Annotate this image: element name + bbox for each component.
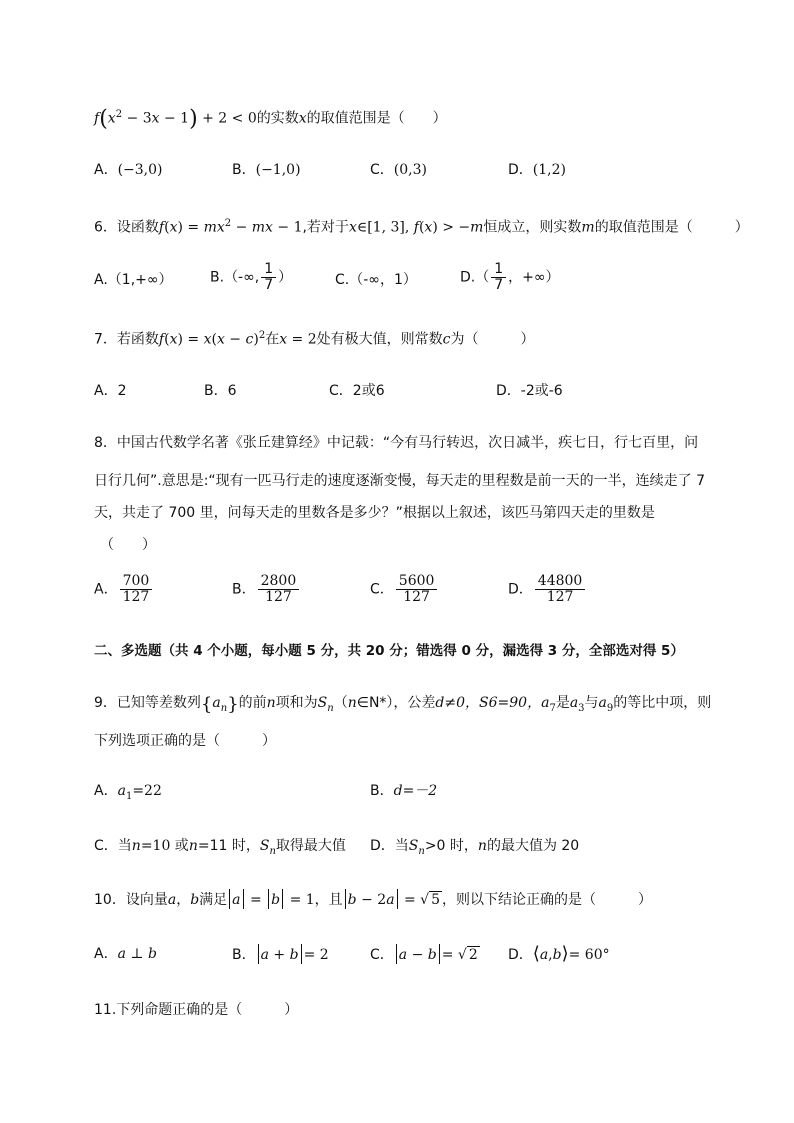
- q9-option-c: C．当n=10 或n=11 时，$S_n$取得最大值: [94, 838, 346, 857]
- q9-option-b: B．d=－2: [370, 783, 438, 799]
- q11-stem: 11.下列命题正确的是（ ）: [94, 1002, 299, 1018]
- q9-stem: 9．已知等差数列$\{a_n\}$的前n项和为$S_n(n\in N*)$，公差d≠0，S6=90，$a_7$是$a_3$与$a_9$的等比中项，则: [94, 694, 712, 715]
- q6-option-d: D.（ $\frac{1}{7}$ ，+∞）: [460, 261, 560, 293]
- q5-option-a: A．(−3,0): [94, 162, 163, 178]
- q8-line-4: （ ）: [100, 537, 156, 553]
- q10-option-a: A．a ⊥ b: [94, 946, 157, 962]
- q9-option-a: A．$a_1=22$: [94, 783, 162, 802]
- q6-option-a: A.（1,+∞）: [94, 272, 173, 288]
- q9-option-d: D．当$S_n>0$ 时，n的最大值为 20: [370, 838, 580, 857]
- q5-option-c: C．(0,3): [370, 162, 427, 178]
- q8-option-c: C． $\frac{5600}{127}$: [370, 574, 439, 605]
- q6-stem: 6．设函数$f(x) = mx^2$ − mx − 1,若对于x∈[1, 3], f(x) > −m恒成立，则实数m的取值范围是（ ）: [94, 218, 749, 236]
- q8-option-a: A． $\frac{700}{127}$: [94, 574, 154, 605]
- q7-option-c: C．2或6: [329, 383, 385, 399]
- q7-option-d: D．-2或-6: [496, 383, 563, 399]
- q8-option-b: B． $\frac{2800}{127}$: [232, 574, 301, 605]
- q5-stem: $f(x^2 - 3x - 1) + 2 < 0$的实数x的取值范围是（ ）: [94, 106, 447, 132]
- q5-option-b: B．(−1,0): [232, 162, 301, 178]
- q7-stem: 7．若函数$f(x) = x(x - c)^2$在x = 2处有极大值，则常数c为（ ）: [94, 330, 535, 348]
- q6-option-c: C.（-∞，1）: [335, 272, 417, 288]
- q6-option-b: B.（-∞, $\frac{1}{7}$ ）: [210, 261, 293, 293]
- q8-line-1: 8．中国古代数学名著《张丘建算经》中记载：“今有马行转迟，次日减半，疾七日，行七百里，问: [94, 435, 699, 451]
- q5-option-d: D．(1,2): [508, 162, 566, 178]
- q10-stem: 10．设向量a，b满足 a = b = 1，且 b − 2a = √ 5 ，则以下结论正确的是（ ）: [94, 889, 652, 910]
- q10-option-d: D．⟨a,b⟩= 60°: [508, 943, 610, 964]
- q9-line-2: 下列选项正确的是（ ）: [94, 733, 276, 749]
- q7-option-a: A．2: [94, 383, 127, 399]
- q10-option-b: B． a + b = 2: [232, 944, 329, 965]
- q8-option-d: D． $\frac{44800}{127}$: [508, 574, 587, 605]
- q8-line-3: 天，共走了 700 里，问每天走的里数各是多少？”根据以上叙述，该匹马第四天走的里数是: [94, 505, 655, 521]
- q10-option-c: C． a − b = √ 2: [370, 944, 480, 965]
- q7-option-b: B．6: [204, 383, 237, 399]
- q8-line-2: 日行几何”.意思是:“现有一匹马行走的速度逐渐变慢，每天走的里程数是前一天的一半，连续走了 7: [94, 473, 706, 489]
- section-heading-multi-choice: 二、多选题（共 4 个小题，每小题 5 分，共 20 分；错选得 0 分，漏选得 3 分，全部选对得 5）: [94, 643, 684, 659]
